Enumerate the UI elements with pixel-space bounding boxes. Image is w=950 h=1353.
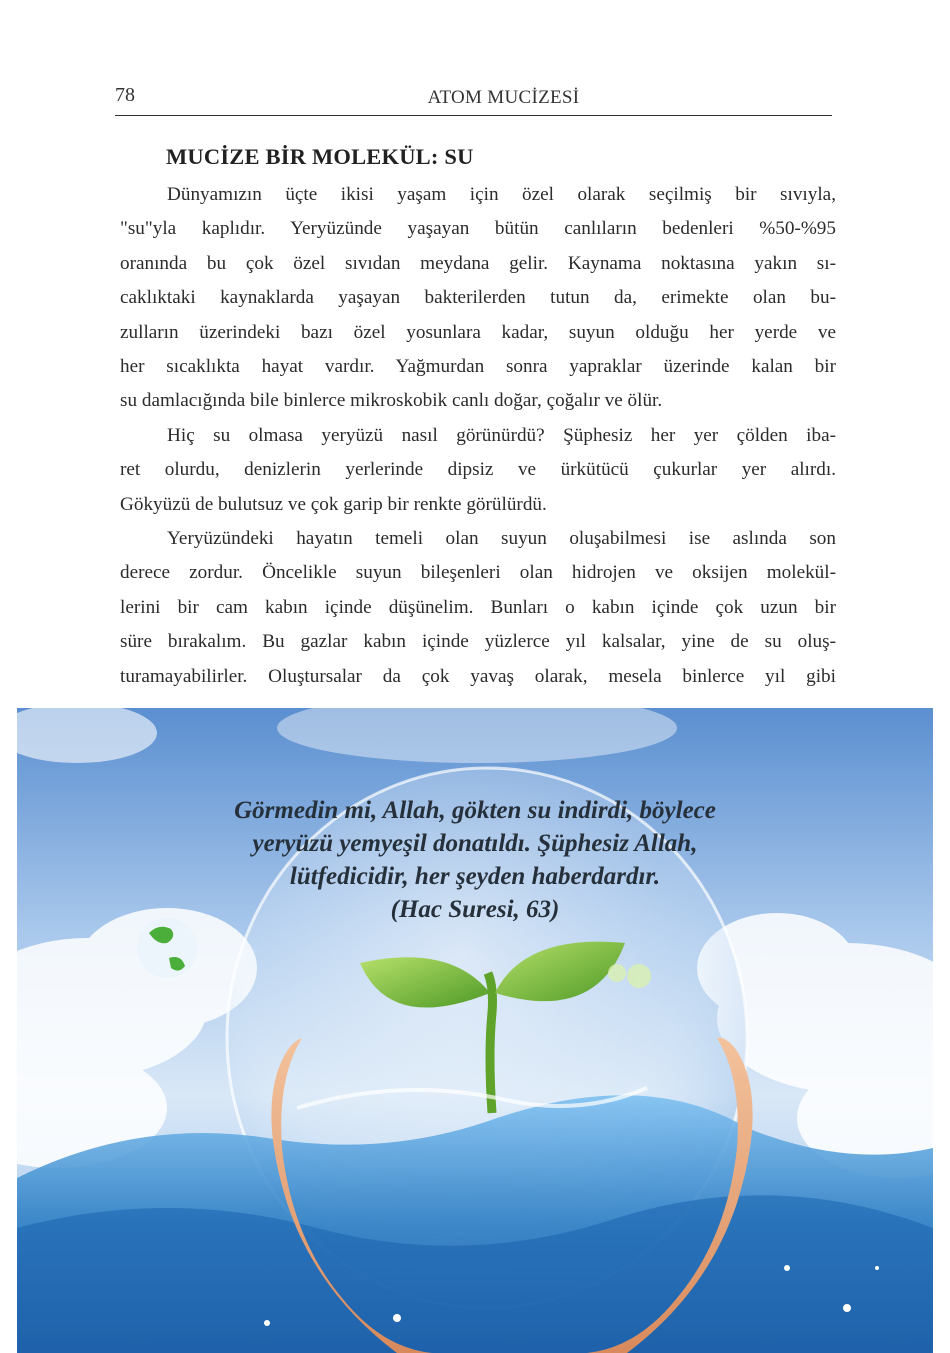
text-line: Gökyüzü de bulutsuz ve çok garip bir renkte görülürdü. bbox=[120, 493, 547, 515]
text-line: "su"yla kaplıdır. Yeryüzünde yaşayan bütün canlıların bedenleri %50-%95 bbox=[120, 218, 836, 240]
text-line: derece zordur. Öncelikle suyun bileşenleri olan hidrojen ve oksijen molekül- bbox=[120, 562, 836, 584]
section-title: MUCİZE BİR MOLEKÜL: SU bbox=[166, 144, 474, 169]
quote-line: yeryüzü yemyeşil donatıldı. Şüphesiz Allah, bbox=[252, 830, 698, 857]
text-line: Hiç su olmasa yeryüzü nasıl görünürdü? Şüphesiz her yer çölden iba- bbox=[167, 424, 836, 446]
text-line: Dünyamızın üçte ikisi yaşam için özel olarak seçilmiş bir sıvıyla, bbox=[167, 184, 836, 205]
quote-source: (Hac Suresi, 63) bbox=[390, 896, 560, 923]
text-line: oranında bu çok özel sıvıdan meydana gelir. Kaynama noktasına yakın sı- bbox=[120, 252, 836, 274]
text-line: zulların üzerindeki bazı özel yosunlara kadar, suyun olduğu her yerde ve bbox=[120, 321, 836, 343]
text-line: Yeryüzündeki hayatın temeli olan suyun oluşabilmesi ise aslında son bbox=[167, 528, 836, 550]
body-text bbox=[120, 178, 836, 694]
text-line: ret olurdu, denizlerin yerlerinde dipsiz ve ürkütücü çukurlar yer alırdı. bbox=[120, 459, 836, 481]
globe-graphic bbox=[137, 918, 197, 978]
text-line: lerini bir cam kabın içinde düşünelim. Bunları o kabın içinde çok uzun bir bbox=[120, 596, 836, 618]
text-line: her sıcaklıkta hayat vardır. Yağmurdan sonra yapraklar üzerinde kalan bir bbox=[120, 356, 836, 378]
text-line: turamayabilirler. Oluştursalar da çok yavaş olarak, mesela binlerce yıl gibi bbox=[120, 665, 836, 687]
running-title: ATOM MUCİZESİ bbox=[427, 87, 580, 108]
quote-line: Görmedin mi, Allah, gökten su indirdi, böylece bbox=[234, 797, 716, 824]
text-line: süre bırakalım. Bu gazlar kabın içinde yüzlerce yıl kalsalar, yine de su oluş- bbox=[120, 631, 836, 653]
illustration-water-sprout bbox=[17, 708, 933, 1353]
text-line: caklıktaki kaynaklarda yaşayan bakterilerden tutun da, erimekte olan bu- bbox=[120, 287, 836, 309]
running-header bbox=[115, 82, 832, 116]
page-number: 78 bbox=[115, 84, 135, 106]
text-line: su damlacığında bile binlerce mikroskobik canlı doğar, çoğalır ve ölür. bbox=[120, 390, 663, 412]
verse-quote bbox=[17, 794, 933, 926]
quote-line: lütfedicidir, her şeyden haberdardır. bbox=[289, 863, 661, 890]
